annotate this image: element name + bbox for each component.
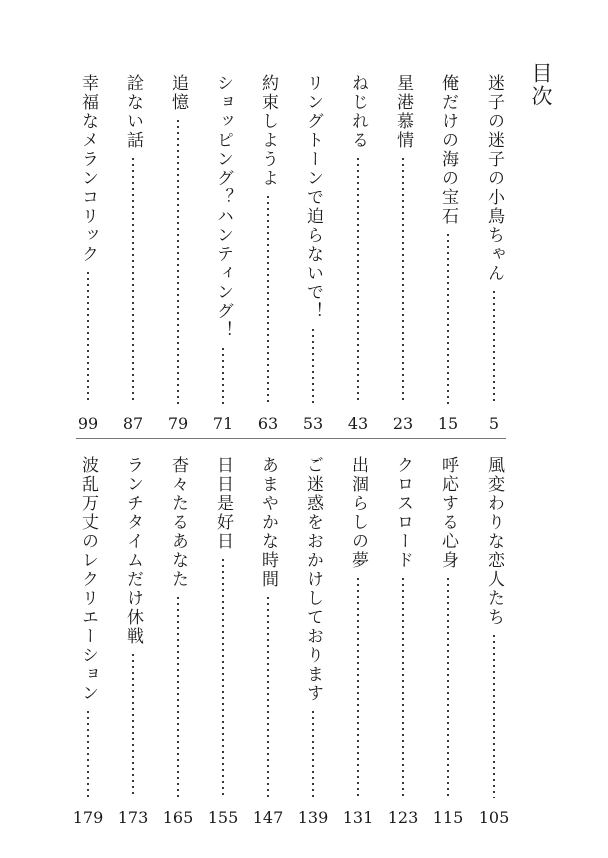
toc-leader-dots — [222, 557, 224, 798]
toc-entry-title: 追憶 — [168, 74, 188, 112]
toc-leader-dots — [493, 289, 495, 404]
toc-leader-dots — [312, 327, 314, 404]
toc-entry-page: 139 — [297, 808, 329, 827]
toc-entry-title: ランチタイムだけ休戦 — [123, 456, 143, 646]
toc-bottom-section — [0, 456, 608, 828]
section-divider — [76, 438, 506, 439]
toc-leader-dots — [357, 156, 359, 404]
toc-leader-dots — [357, 576, 359, 798]
toc-leader-dots — [267, 194, 269, 404]
toc-entry[interactable] — [481, 74, 507, 434]
toc-entry-page: 115 — [432, 808, 464, 827]
toc-entry[interactable] — [478, 456, 510, 828]
toc-entry[interactable] — [120, 74, 146, 434]
toc-entry-page: 15 — [437, 414, 459, 433]
toc-entry-title: リングトーンで迫らないで！ — [303, 74, 323, 321]
toc-entry-page: 155 — [207, 808, 239, 827]
toc-leader-dots — [493, 633, 495, 798]
toc-entry-title: 迷子の迷子の小鳥ちゃん — [484, 74, 504, 283]
toc-entry-page: 63 — [257, 414, 279, 433]
toc-entry-page: 147 — [252, 808, 284, 827]
toc-entry[interactable] — [210, 74, 236, 434]
toc-entry-title: あまやかな時間 — [258, 456, 278, 589]
toc-heading: 目次 — [529, 62, 553, 108]
toc-entry-page: 105 — [478, 808, 510, 827]
toc-entry[interactable] — [252, 456, 284, 828]
toc-entry-page: 5 — [488, 414, 500, 433]
toc-leader-dots — [222, 346, 224, 404]
toc-entry[interactable] — [387, 456, 419, 828]
toc-entry-title: 詮ない話 — [123, 74, 143, 150]
toc-leader-dots — [402, 576, 404, 798]
toc-entry-title: 俺だけの海の宝石 — [438, 74, 458, 226]
toc-leader-dots — [447, 232, 449, 404]
toc-entry-title: ねじれる — [348, 74, 368, 150]
toc-entry[interactable] — [300, 74, 326, 434]
toc-entry-page: 79 — [167, 414, 189, 433]
toc-leader-dots — [87, 270, 89, 404]
toc-entry[interactable] — [207, 456, 239, 828]
toc-entry[interactable] — [165, 74, 191, 434]
toc-entry[interactable] — [345, 74, 371, 434]
toc-entry[interactable] — [162, 456, 194, 828]
toc-entry[interactable] — [117, 456, 149, 828]
toc-entry-title: 呼応する心身 — [438, 456, 458, 570]
toc-entry-title: 約束しようよ — [258, 74, 278, 188]
toc-leader-dots — [402, 156, 404, 404]
toc-entry-title: 星港慕情 — [393, 74, 413, 150]
toc-entry-page: 53 — [302, 414, 324, 433]
toc-entry[interactable] — [255, 74, 281, 434]
toc-entry-title: 風変わりな恋人たち — [484, 456, 504, 627]
toc-entry-title: ショッピング？ハンティング！ — [213, 74, 233, 340]
toc-entry-page: 43 — [347, 414, 369, 433]
toc-leader-dots — [132, 652, 134, 798]
toc-leader-dots — [312, 709, 314, 798]
toc-entry-page: 87 — [122, 414, 144, 433]
toc-entry[interactable] — [390, 74, 416, 434]
toc-entry-page: 179 — [72, 808, 104, 827]
toc-leader-dots — [447, 576, 449, 798]
toc-entry-title: 杳々たるあなた — [168, 456, 188, 589]
toc-leader-dots — [177, 595, 179, 798]
toc-entry[interactable] — [435, 74, 461, 434]
toc-leader-dots — [267, 595, 269, 798]
toc-leader-dots — [177, 118, 179, 404]
toc-entry-page: 99 — [77, 414, 99, 433]
toc-entry-page: 123 — [387, 808, 419, 827]
toc-leader-dots — [87, 709, 89, 798]
toc-entry-page: 131 — [342, 808, 374, 827]
toc-entry-page: 71 — [212, 414, 234, 433]
toc-entry-title: 幸福なメランコリック — [78, 74, 98, 264]
toc-entry-page: 23 — [392, 414, 414, 433]
toc-entry[interactable] — [297, 456, 329, 828]
toc-entry[interactable] — [432, 456, 464, 828]
toc-entry-title: 波乱万丈のレクリエーション — [78, 456, 98, 703]
toc-entry-title: クロスロード — [393, 456, 413, 570]
toc-entry[interactable] — [75, 74, 101, 434]
toc-entry-page: 173 — [117, 808, 149, 827]
toc-entry-title: 出涸らしの夢 — [348, 456, 368, 570]
toc-top-section — [0, 74, 608, 434]
toc-entry-title: ご迷惑をおかけしております — [303, 456, 323, 703]
toc-entry[interactable] — [72, 456, 104, 828]
toc-entry-page: 165 — [162, 808, 194, 827]
toc-entry[interactable] — [342, 456, 374, 828]
toc-leader-dots — [132, 156, 134, 404]
toc-entry-title: 日日是好日 — [213, 456, 233, 551]
